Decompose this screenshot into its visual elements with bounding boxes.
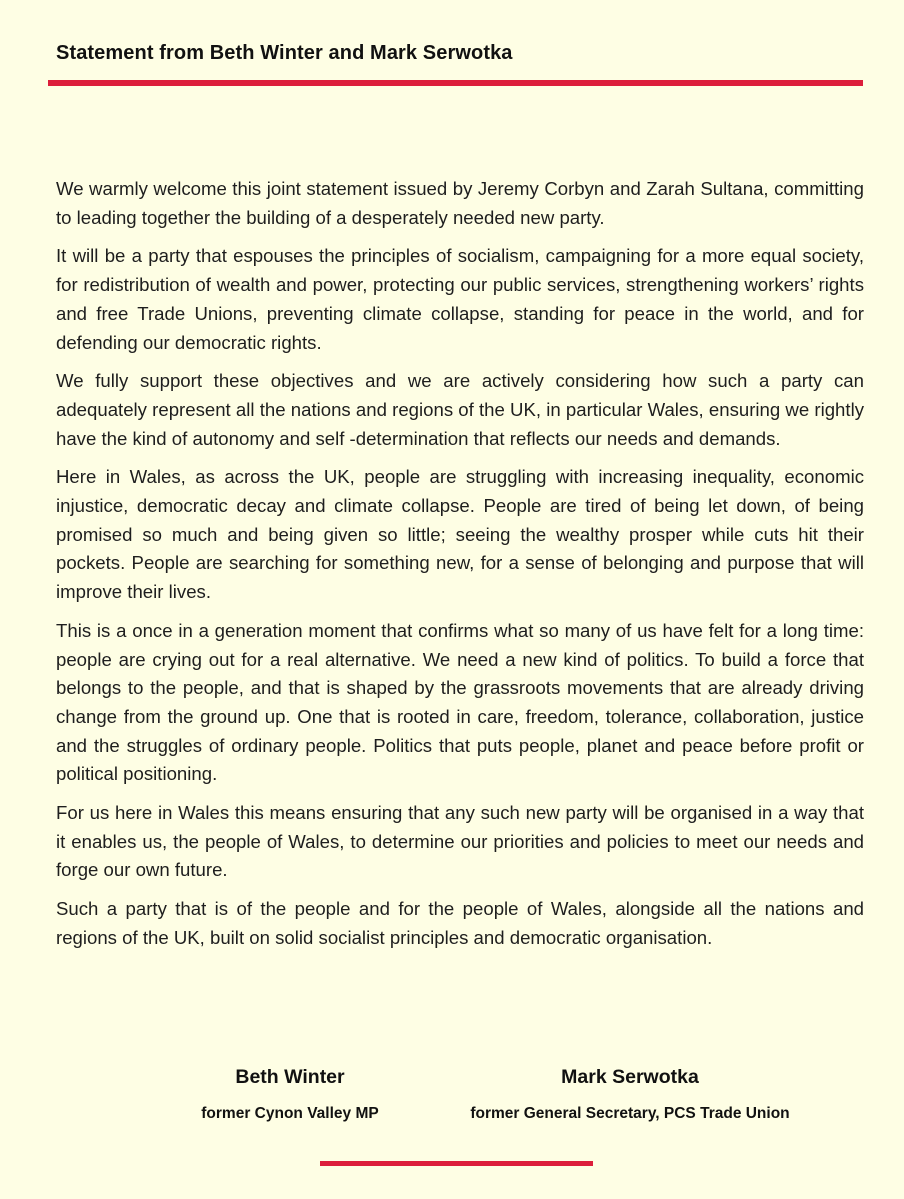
- signature-beth-winter: [170, 1066, 410, 1123]
- header-divider: [48, 80, 863, 86]
- paragraph: It will be a party that espouses the principles of socialism, campaigning for a more equal society, for redistribution of wealth and power, protecting our public services, strengthening workers’ rights and free Trade Unions, preventing climate collapse, standing for peace in the world, and for defending our democratic rights.: [56, 245, 864, 353]
- signatory-role: former Cynon Valley MP: [201, 1105, 379, 1122]
- paragraph: We fully support these objectives and we are actively considering how such a party can adequately represent all the nations and regions of the UK, in particular Wales, ensuring we rightly have the kind of autonomy and self -determination that reflects our needs and demands.: [56, 370, 864, 449]
- paragraph: Here in Wales, as across the UK, people are struggling with increasing inequality, economic injustice, democratic decay and climate collapse. People are tired of being let down, of being promised so much and being given so little; seeing the wealthy prosper while cuts hit their pockets. People are searching for something new, for a sense of belonging and purpose that will improve their lives.: [56, 466, 864, 603]
- statement-body: [56, 175, 864, 963]
- paragraph: For us here in Wales this means ensuring that any such new party will be organised in a way that it enables us, the people of Wales, to determine our priorities and policies to meet our needs and forge our own future.: [56, 802, 864, 881]
- paragraph: This is a once in a generation moment that confirms what so many of us have felt for a long time: people are crying out for a real alternative. We need a new kind of politics. To build a force that belongs to the people, and that is shaped by the grassroots movements that are already driving change from the ground up. One that is rooted in care, freedom, tolerance, collaboration, justice and the struggles of ordinary people. Politics that puts people, planet and peace before profit or political positioning.: [56, 619, 864, 785]
- footer-divider: [320, 1161, 593, 1166]
- page-title: Statement from Beth Winter and Mark Serwotka: [56, 42, 513, 64]
- signatory-role: former General Secretary, PCS Trade Union: [470, 1105, 790, 1122]
- signatory-name: Beth Winter: [235, 1066, 345, 1088]
- paragraph: We warmly welcome this joint statement issued by Jeremy Corbyn and Zarah Sultana, committing to leading together the building of a desperately needed new party.: [56, 178, 864, 228]
- paragraph: Such a party that is of the people and for the people of Wales, alongside all the nations and regions of the UK, built on solid socialist principles and democratic organisation.: [56, 898, 864, 948]
- signature-mark-serwotka: [460, 1066, 800, 1123]
- signatory-name: Mark Serwotka: [561, 1066, 699, 1088]
